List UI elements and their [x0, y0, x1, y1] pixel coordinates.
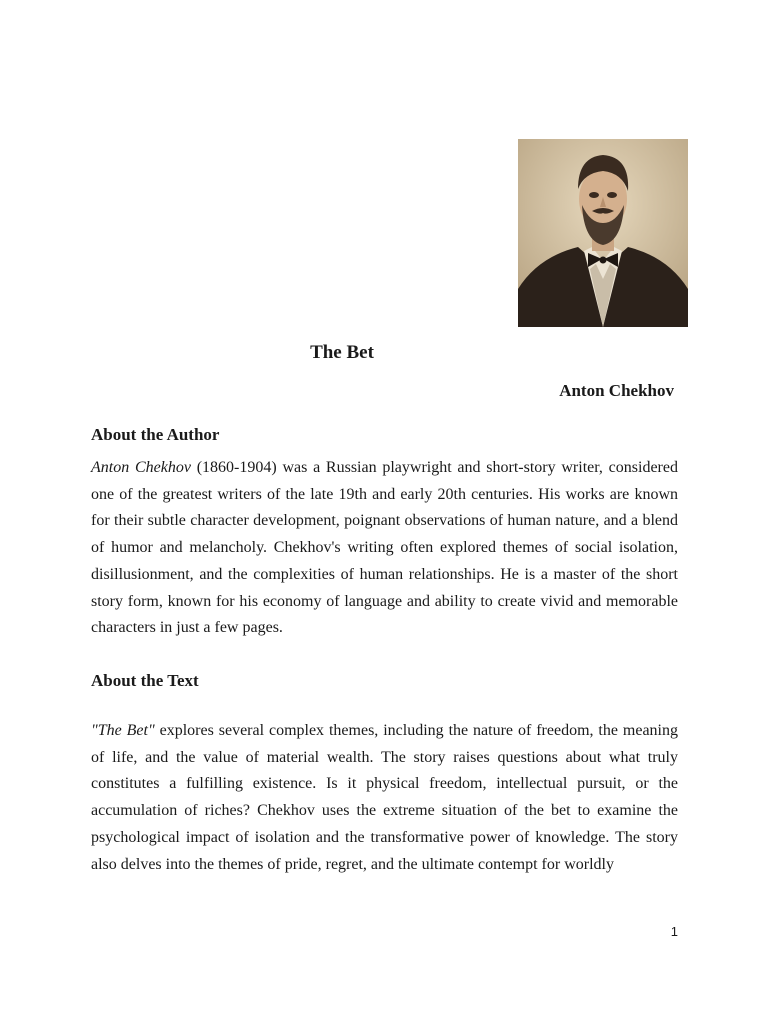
story-title-lead: "The Bet" — [91, 722, 155, 739]
about-text-text: explores several complex themes, including the nature of freedom, the meaning of life, and the value of material wealth. The story raises questions about what truly constitutes a fulfilling existence. Is it physical freedom, intellectual pursuit, or the accumulation of riches? Chekhov uses the extreme situation of the bet to examine the psychological impact of isolation and the transformative power of knowledge. The story also delves into the themes of pride, regret, and the ultimate contempt for worldly — [91, 722, 678, 873]
section-body-about-text — [91, 718, 678, 878]
author-portrait-image — [518, 139, 688, 327]
author-name-lead: Anton Chekhov — [91, 459, 191, 476]
about-author-text: (1860-1904) was a Russian playwright and short-story writer, considered one of the greatest writers of the late 19th and early 20th centuries. His works are known for their subtle character development, poignant observations of human nature, and a blend of humor and melancholy. Chekhov's writing often explored themes of social isolation, disillusionment, and the complexities of human relationships. He is a master of the short story form, known for his economy of language and ability to create vivid and memorable characters in just a few pages. — [91, 459, 678, 637]
section-body-about-author — [91, 455, 678, 642]
section-heading-about-text: About the Text — [91, 671, 199, 690]
page-number: 1 — [670, 924, 678, 939]
section-heading-about-author: About the Author — [91, 425, 220, 444]
document-author: Anton Chekhov — [559, 381, 674, 400]
document-title: The Bet — [310, 342, 374, 363]
